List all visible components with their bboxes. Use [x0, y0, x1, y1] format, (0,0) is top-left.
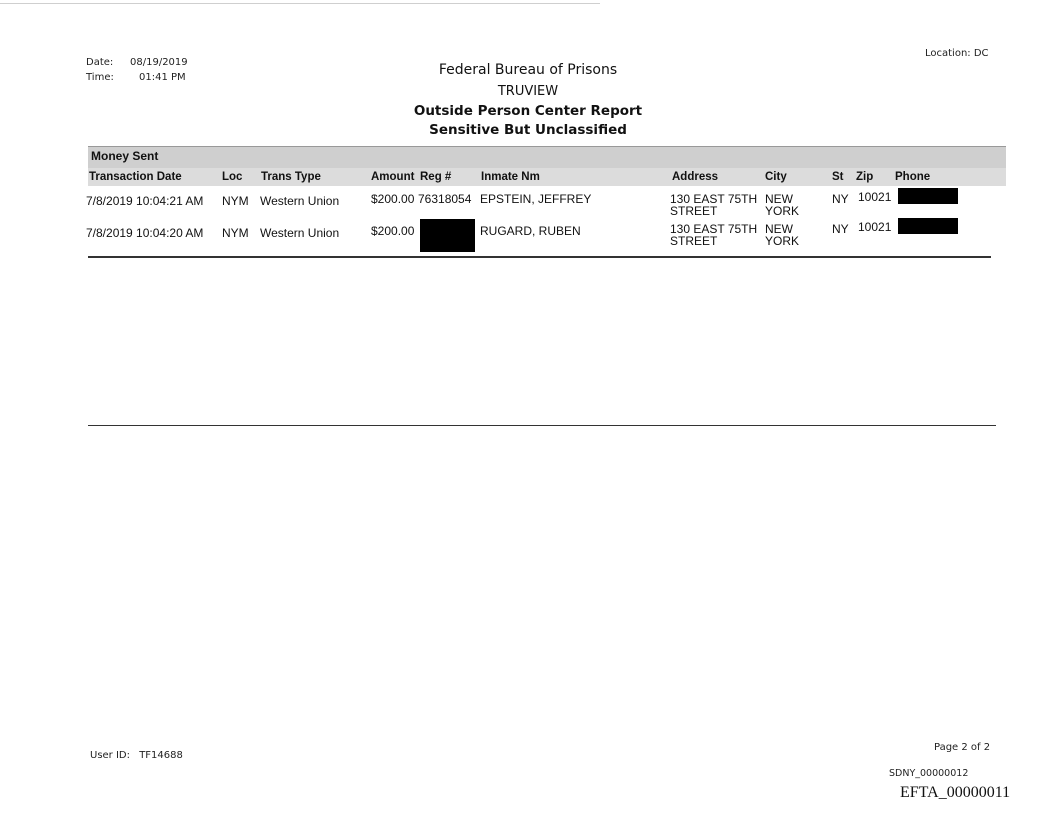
user-id-label: User ID:	[90, 750, 130, 761]
scan-top-edge-line	[0, 3, 600, 4]
row-st: NY	[832, 222, 849, 236]
date-label: Date:	[86, 57, 114, 68]
row-loc: NYM	[222, 226, 249, 240]
row-st: NY	[832, 192, 849, 206]
date-value: 08/19/2019	[130, 57, 188, 68]
redacted-reg-no	[420, 219, 475, 252]
location: Location: DC	[925, 48, 989, 59]
page-number: Page 2 of 2	[934, 742, 991, 753]
row-city-line1: NEW	[765, 192, 793, 206]
row-reg-no: 76318054	[418, 192, 472, 206]
col-trans-type: Trans Type	[261, 171, 321, 183]
bates-number: SDNY_00000012	[889, 768, 969, 779]
col-zip: Zip	[856, 171, 874, 183]
efta-stamp: EFTA_00000011	[900, 784, 1011, 801]
row-address-line2: STREET	[670, 234, 718, 248]
col-address: Address	[672, 171, 719, 183]
report-title: Outside Person Center Report	[413, 103, 643, 119]
user-id-value: TF14688	[139, 750, 183, 761]
row-city-line2: YORK	[765, 204, 800, 218]
col-transaction-date: Transaction Date	[89, 171, 182, 183]
section-band	[88, 146, 1006, 169]
row-zip: 10021	[858, 190, 892, 204]
row-transaction-date: 7/8/2019 10:04:21 AM	[86, 194, 204, 208]
section-title: Money Sent	[91, 149, 159, 163]
row-inmate-nm: RUGARD, RUBEN	[480, 224, 581, 238]
redacted-phone	[898, 188, 958, 204]
time-value: 01:41 PM	[139, 72, 186, 83]
classification-title: Sensitive But Unclassified	[429, 122, 627, 138]
row-address-line1: 130 EAST 75TH	[670, 192, 758, 206]
col-inmate-nm: Inmate Nm	[481, 171, 540, 183]
row-city-line1: NEW	[765, 222, 793, 236]
row-address-line1: 130 EAST 75TH	[670, 222, 758, 236]
row-trans-type: Western Union	[260, 194, 340, 208]
user-id	[90, 750, 183, 761]
row-zip: 10021	[858, 220, 892, 234]
row-city-line2: YORK	[765, 234, 800, 248]
redacted-phone	[898, 218, 958, 234]
col-st: St	[832, 171, 844, 183]
agency-title: Federal Bureau of Prisons	[438, 62, 618, 78]
row-amount: $200.00	[371, 192, 415, 206]
row-inmate-nm: EPSTEIN, JEFFREY	[480, 192, 592, 206]
col-phone: Phone	[895, 171, 931, 183]
system-title: TRUVIEW	[497, 84, 559, 99]
col-amount: Amount	[371, 171, 415, 183]
row-loc: NYM	[222, 194, 249, 208]
col-reg-no: Reg #	[420, 171, 452, 183]
time-label: Time:	[86, 72, 114, 83]
row-amount: $200.00	[371, 224, 415, 238]
page-divider-rule	[88, 425, 996, 426]
row-transaction-date: 7/8/2019 10:04:20 AM	[86, 226, 204, 240]
col-city: City	[765, 171, 787, 183]
table-bottom-rule	[88, 256, 991, 258]
row-trans-type: Western Union	[260, 226, 340, 240]
col-loc: Loc	[222, 171, 243, 183]
row-address-line2: STREET	[670, 204, 718, 218]
